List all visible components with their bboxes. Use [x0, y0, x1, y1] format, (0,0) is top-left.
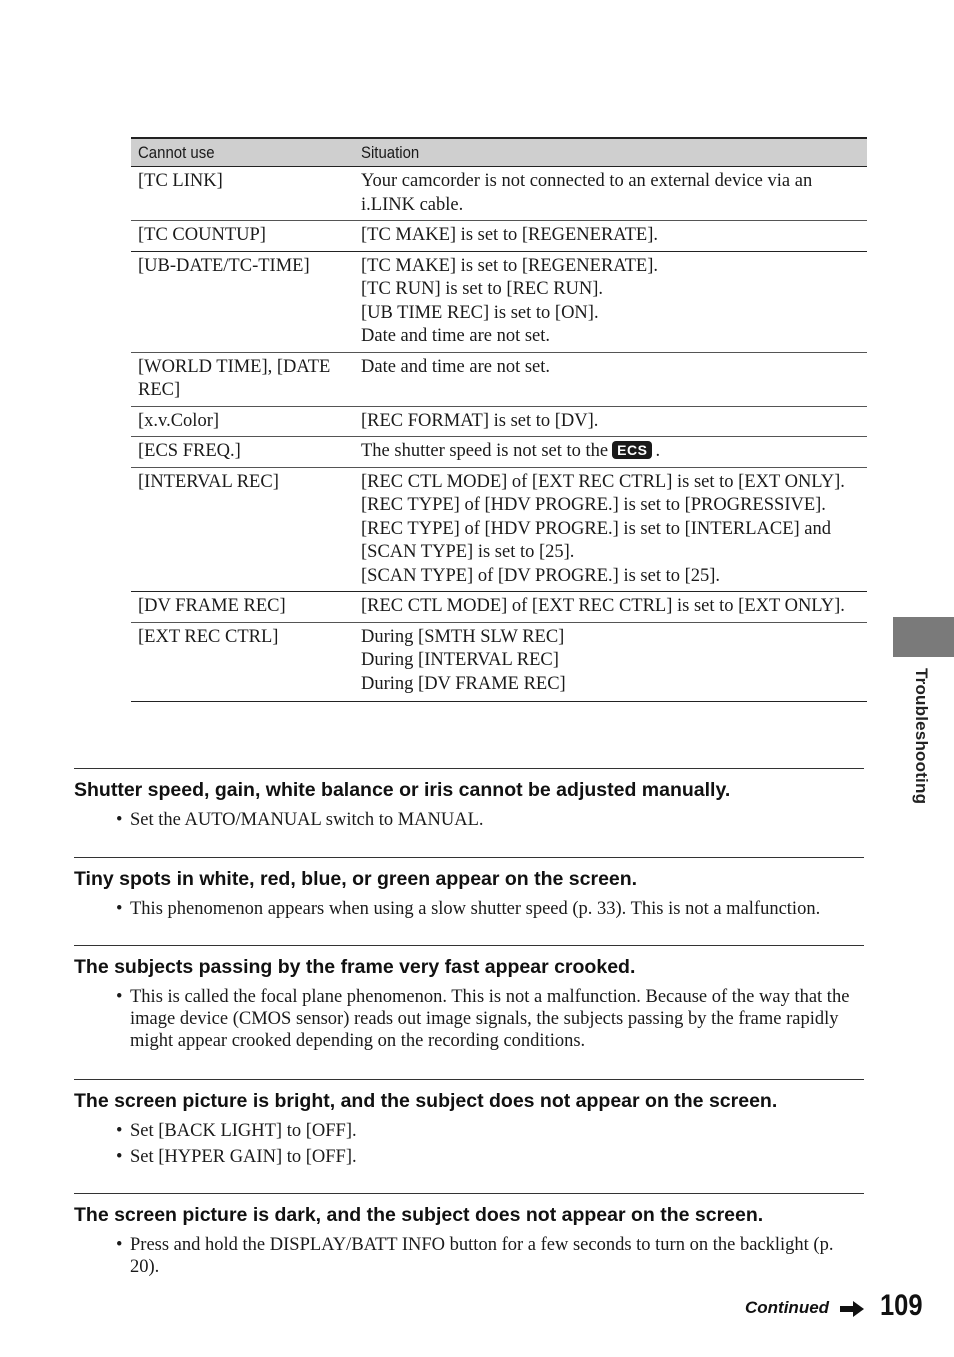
table-row — [131, 437, 867, 468]
situation-cell: [REC FORMAT] is set to [DV]. — [354, 406, 867, 437]
cannot-use-cell: [WORLD TIME], [DATE REC] — [131, 352, 354, 406]
header-cannot-use: Cannot use — [131, 138, 354, 167]
bullet-list — [74, 898, 864, 920]
ecs-icon: ECS — [612, 441, 652, 459]
table-row — [131, 352, 867, 406]
right-arrow-icon — [840, 1301, 864, 1317]
table-row — [131, 622, 867, 702]
page-number: 109 — [880, 1289, 923, 1322]
bullet-list — [74, 809, 864, 831]
chapter-tab — [893, 617, 954, 657]
chapter-label: Troubleshooting — [912, 668, 931, 805]
section-bright-screen — [74, 1079, 864, 1168]
cannot-use-cell: [TC COUNTUP] — [131, 221, 354, 252]
cannot-use-cell: [INTERVAL REC] — [131, 467, 354, 592]
cannot-use-cell: [DV FRAME REC] — [131, 592, 354, 623]
bullet-item: • Set [HYPER GAIN] to [OFF]. — [130, 1146, 864, 1168]
situation-cell: [REC CTL MODE] of [EXT REC CTRL] is set to [EXT ONLY]. [REC TYPE] of [HDV PROGRE.] is set to [PROGRESSIVE]. [REC TYPE] of [HDV PROGRE.] is set to [INTERLACE] and [SCAN TYPE] is set to [25]. [SCAN TYPE] of [DV PROGRE.] is set to [25]. — [354, 467, 867, 592]
bullet-list — [74, 1120, 864, 1168]
bullet-list — [74, 1234, 864, 1278]
header-situation: Situation — [354, 138, 867, 167]
table-row — [131, 406, 867, 437]
situation-cell: [REC CTL MODE] of [EXT REC CTRL] is set to [EXT ONLY]. — [354, 592, 867, 623]
cannot-use-cell: [x.v.Color] — [131, 406, 354, 437]
bullet-item: • This phenomenon appears when using a slow shutter speed (p. 33). This is not a malfunction. — [130, 898, 864, 920]
cannot-use-cell: [TC LINK] — [131, 167, 354, 221]
continued-label: Continued — [745, 1298, 830, 1317]
cannot-use-cell: [ECS FREQ.] — [131, 437, 354, 468]
section-heading: The screen picture is bright, and the subject does not appear on the screen. — [74, 1090, 778, 1112]
section-crooked-subjects — [74, 945, 864, 1052]
bullet-item: • Set [BACK LIGHT] to [OFF]. — [130, 1120, 864, 1142]
section-dark-screen — [74, 1193, 864, 1278]
section-heading: The subjects passing by the frame very fast appear crooked. — [74, 956, 636, 978]
situation-cell: Your camcorder is not connected to an external device via an i.LINK cable. — [354, 167, 867, 221]
section-tiny-spots — [74, 857, 864, 920]
table-header-row — [131, 138, 867, 167]
situation-cell: The shutter speed is not set to the ECS . — [354, 437, 867, 468]
bullet-item: • Set the AUTO/MANUAL switch to MANUAL. — [130, 809, 864, 831]
section-heading: Shutter speed, gain, white balance or iris cannot be adjusted manually. — [74, 779, 731, 801]
situation-cell: [TC MAKE] is set to [REGENERATE]. — [354, 221, 867, 252]
section-manual-adjust — [74, 768, 864, 831]
situation-cell: Date and time are not set. — [354, 352, 867, 406]
table-row — [131, 167, 867, 221]
table-row — [131, 221, 867, 252]
bullet-list — [74, 986, 864, 1052]
situation-cell: During [SMTH SLW REC] During [INTERVAL REC] During [DV FRAME REC] — [354, 622, 867, 702]
table-row — [131, 592, 867, 623]
section-heading: The screen picture is dark, and the subject does not appear on the screen. — [74, 1204, 764, 1226]
cannot-use-cell: [EXT REC CTRL] — [131, 622, 354, 702]
table-row — [131, 467, 867, 592]
bullet-item: • Press and hold the DISPLAY/BATT INFO button for a few seconds to turn on the backlight (p. 20). — [130, 1234, 864, 1278]
section-heading: Tiny spots in white, red, blue, or green appear on the screen. — [74, 868, 638, 890]
cannot-use-cell: [UB-DATE/TC-TIME] — [131, 251, 354, 352]
situation-cell: [TC MAKE] is set to [REGENERATE]. [TC RUN] is set to [REC RUN]. [UB TIME REC] is set to [ON]. Date and time are not set. — [354, 251, 867, 352]
bullet-item: • This is called the focal plane phenomenon. This is not a malfunction. Because of the way that the image device (CMOS sensor) reads out image signals, the subjects passing by the frame rapidly might appear crooked depending on the recording conditions. — [130, 986, 864, 1052]
table-row — [131, 251, 867, 352]
restriction-table — [131, 137, 867, 702]
